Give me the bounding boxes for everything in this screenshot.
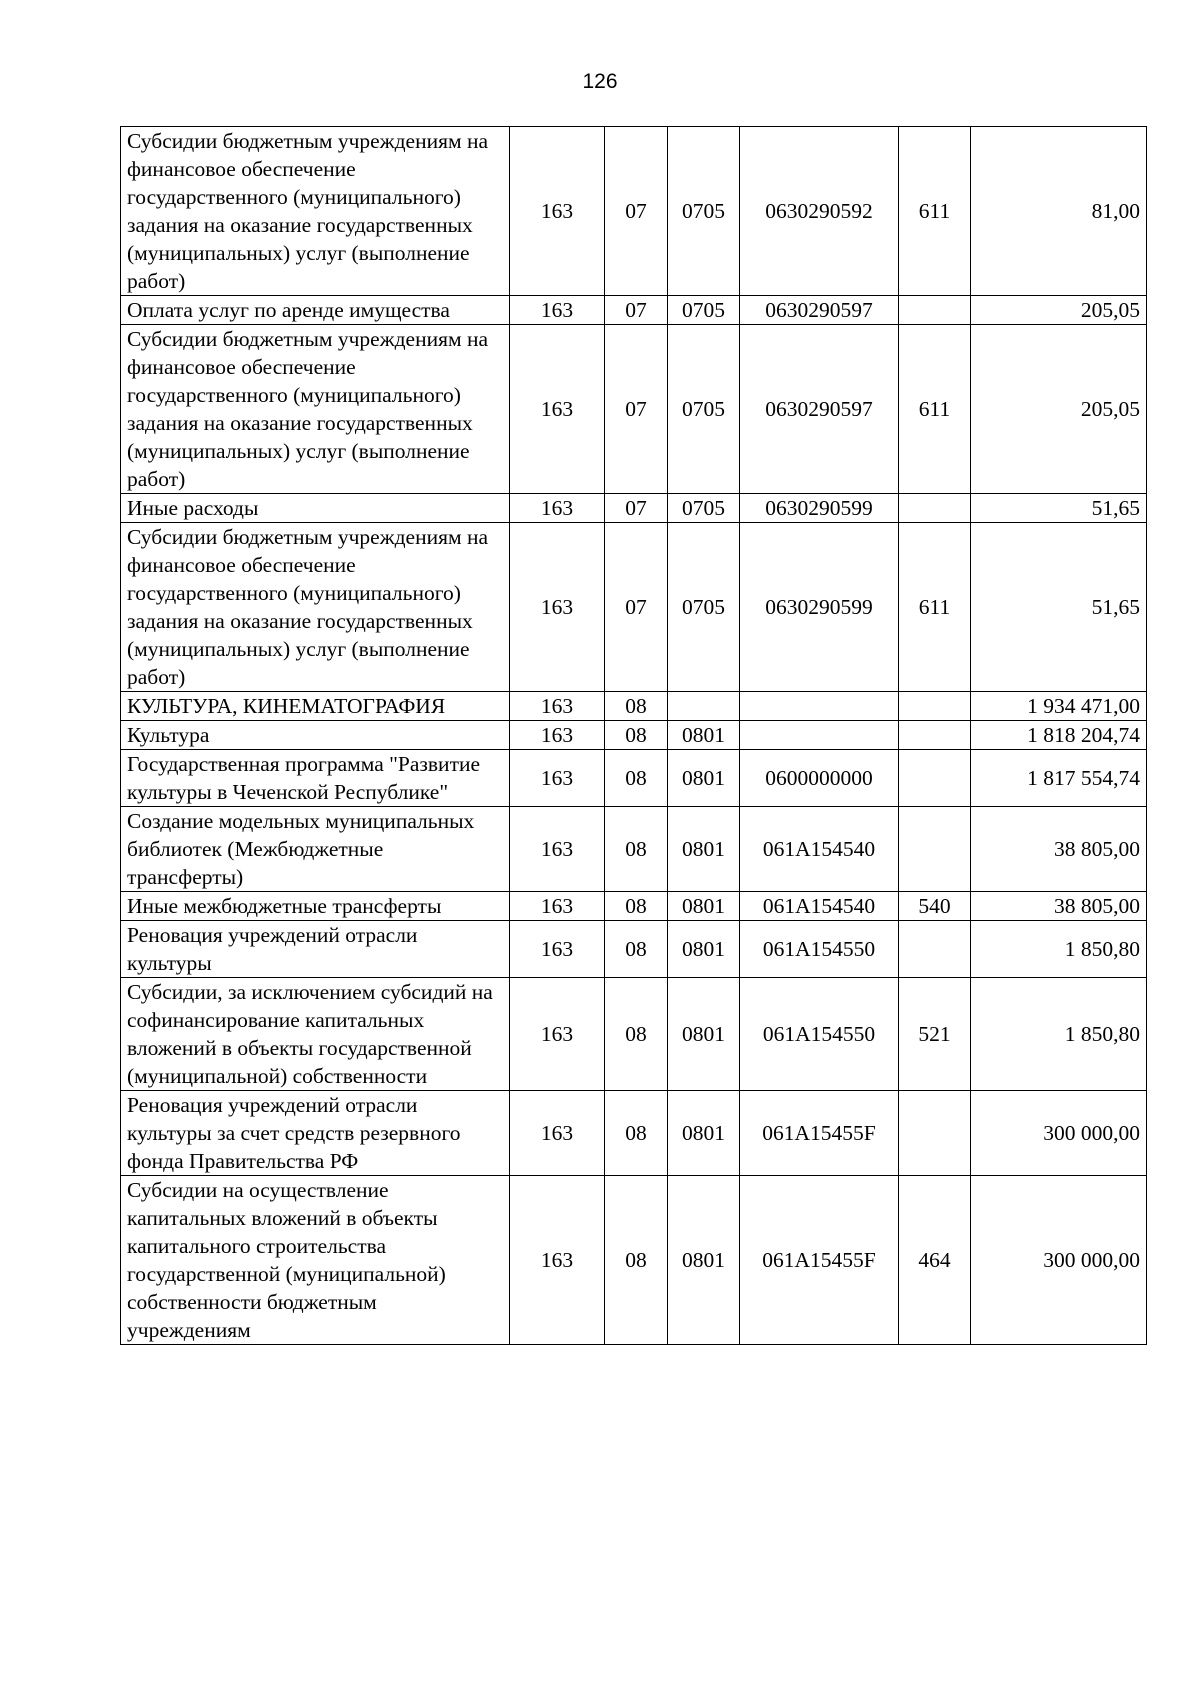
table-row: [121, 692, 1147, 721]
expense-type-code: [899, 750, 971, 807]
table-row: [121, 721, 1147, 750]
row-name: Культура: [121, 721, 510, 750]
amount: 300 000,00: [971, 1091, 1147, 1176]
section-code: 07: [605, 494, 668, 523]
row-name: Субсидии бюджетным учреждениям на финансовое обеспечение государственного (муниципального) задания на оказание государственных (муниципальных) услуг (выполнение работ): [121, 325, 510, 494]
ministry-code: 163: [510, 494, 605, 523]
target-code: 061A154540: [740, 892, 899, 921]
amount: 205,05: [971, 296, 1147, 325]
table-row: [121, 807, 1147, 892]
table-row: [121, 978, 1147, 1091]
table-row: [121, 750, 1147, 807]
target-code: 0630290597: [740, 296, 899, 325]
table-row: [121, 325, 1147, 494]
ministry-code: 163: [510, 1176, 605, 1345]
target-code: [740, 692, 899, 721]
subsection-code: 0705: [668, 494, 740, 523]
row-name: Реновация учреждений отрасли культуры за счет средств резервного фонда Правительства РФ: [121, 1091, 510, 1176]
amount: 38 805,00: [971, 807, 1147, 892]
table-row: [121, 296, 1147, 325]
target-code: 061A154540: [740, 807, 899, 892]
row-name: Субсидии, за исключением субсидий на софинансирование капитальных вложений в объекты государственной (муниципальной) собственности: [121, 978, 510, 1091]
table-row: [121, 494, 1147, 523]
ministry-code: 163: [510, 127, 605, 296]
page-number: 126: [582, 70, 618, 93]
expense-type-code: [899, 1091, 971, 1176]
target-code: 0630290597: [740, 325, 899, 494]
row-name: Иные межбюджетные трансферты: [121, 892, 510, 921]
target-code: 061A154550: [740, 921, 899, 978]
section-code: 07: [605, 325, 668, 494]
section-code: 08: [605, 750, 668, 807]
subsection-code: 0801: [668, 892, 740, 921]
ministry-code: 163: [510, 523, 605, 692]
amount: 81,00: [971, 127, 1147, 296]
budget-table: [120, 126, 1147, 1345]
ministry-code: 163: [510, 296, 605, 325]
row-name: Субсидии на осуществление капитальных вложений в объекты капитального строительства государственной (муниципальной) собственности бюджетным учреждениям: [121, 1176, 510, 1345]
section-code: 07: [605, 127, 668, 296]
expense-type-code: [899, 296, 971, 325]
expense-type-code: [899, 721, 971, 750]
table-row: [121, 921, 1147, 978]
subsection-code: 0705: [668, 523, 740, 692]
table-row: [121, 892, 1147, 921]
subsection-code: 0801: [668, 807, 740, 892]
ministry-code: 163: [510, 325, 605, 494]
row-name: Иные расходы: [121, 494, 510, 523]
section-code: 08: [605, 1091, 668, 1176]
row-name: Субсидии бюджетным учреждениям на финансовое обеспечение государственного (муниципального) задания на оказание государственных (муниципальных) услуг (выполнение работ): [121, 523, 510, 692]
amount: 1 934 471,00: [971, 692, 1147, 721]
expense-type-code: 611: [899, 325, 971, 494]
section-code: 07: [605, 296, 668, 325]
subsection-code: 0801: [668, 978, 740, 1091]
row-name: КУЛЬТУРА, КИНЕМАТОГРАФИЯ: [121, 692, 510, 721]
table-row: [121, 523, 1147, 692]
ministry-code: 163: [510, 721, 605, 750]
target-code: 0630290592: [740, 127, 899, 296]
expense-type-code: 611: [899, 127, 971, 296]
target-code: 061A154550: [740, 978, 899, 1091]
amount: 1 817 554,74: [971, 750, 1147, 807]
section-code: 08: [605, 692, 668, 721]
subsection-code: 0801: [668, 921, 740, 978]
amount: 205,05: [971, 325, 1147, 494]
section-code: 08: [605, 978, 668, 1091]
expense-type-code: 464: [899, 1176, 971, 1345]
ministry-code: 163: [510, 978, 605, 1091]
table-row: [121, 1091, 1147, 1176]
ministry-code: 163: [510, 1091, 605, 1176]
ministry-code: 163: [510, 692, 605, 721]
ministry-code: 163: [510, 892, 605, 921]
amount: 1 850,80: [971, 921, 1147, 978]
amount: 1 818 204,74: [971, 721, 1147, 750]
section-code: 08: [605, 892, 668, 921]
expense-type-code: [899, 494, 971, 523]
row-name: Государственная программа "Развитие культуры в Чеченской Республике": [121, 750, 510, 807]
expense-type-code: [899, 692, 971, 721]
ministry-code: 163: [510, 750, 605, 807]
ministry-code: 163: [510, 807, 605, 892]
expense-type-code: 540: [899, 892, 971, 921]
section-code: 07: [605, 523, 668, 692]
target-code: [740, 721, 899, 750]
amount: 51,65: [971, 494, 1147, 523]
amount: 300 000,00: [971, 1176, 1147, 1345]
target-code: 0630290599: [740, 494, 899, 523]
subsection-code: 0705: [668, 296, 740, 325]
amount: 38 805,00: [971, 892, 1147, 921]
section-code: 08: [605, 807, 668, 892]
expense-type-code: 521: [899, 978, 971, 1091]
amount: 1 850,80: [971, 978, 1147, 1091]
subsection-code: 0801: [668, 1091, 740, 1176]
subsection-code: [668, 692, 740, 721]
row-name: Создание модельных муниципальных библиотек (Межбюджетные трансферты): [121, 807, 510, 892]
subsection-code: 0801: [668, 750, 740, 807]
table-row: [121, 1176, 1147, 1345]
section-code: 08: [605, 921, 668, 978]
row-name: Оплата услуг по аренде имущества: [121, 296, 510, 325]
amount: 51,65: [971, 523, 1147, 692]
section-code: 08: [605, 721, 668, 750]
table-row: [121, 127, 1147, 296]
row-name: Реновация учреждений отрасли культуры: [121, 921, 510, 978]
subsection-code: 0705: [668, 127, 740, 296]
expense-type-code: 611: [899, 523, 971, 692]
target-code: 0600000000: [740, 750, 899, 807]
target-code: 061A15455F: [740, 1091, 899, 1176]
subsection-code: 0705: [668, 325, 740, 494]
target-code: 061A15455F: [740, 1176, 899, 1345]
section-code: 08: [605, 1176, 668, 1345]
ministry-code: 163: [510, 921, 605, 978]
target-code: 0630290599: [740, 523, 899, 692]
subsection-code: 0801: [668, 721, 740, 750]
subsection-code: 0801: [668, 1176, 740, 1345]
expense-type-code: [899, 921, 971, 978]
expense-type-code: [899, 807, 971, 892]
row-name: Субсидии бюджетным учреждениям на финансовое обеспечение государственного (муниципального) задания на оказание государственных (муниципальных) услуг (выполнение работ): [121, 127, 510, 296]
